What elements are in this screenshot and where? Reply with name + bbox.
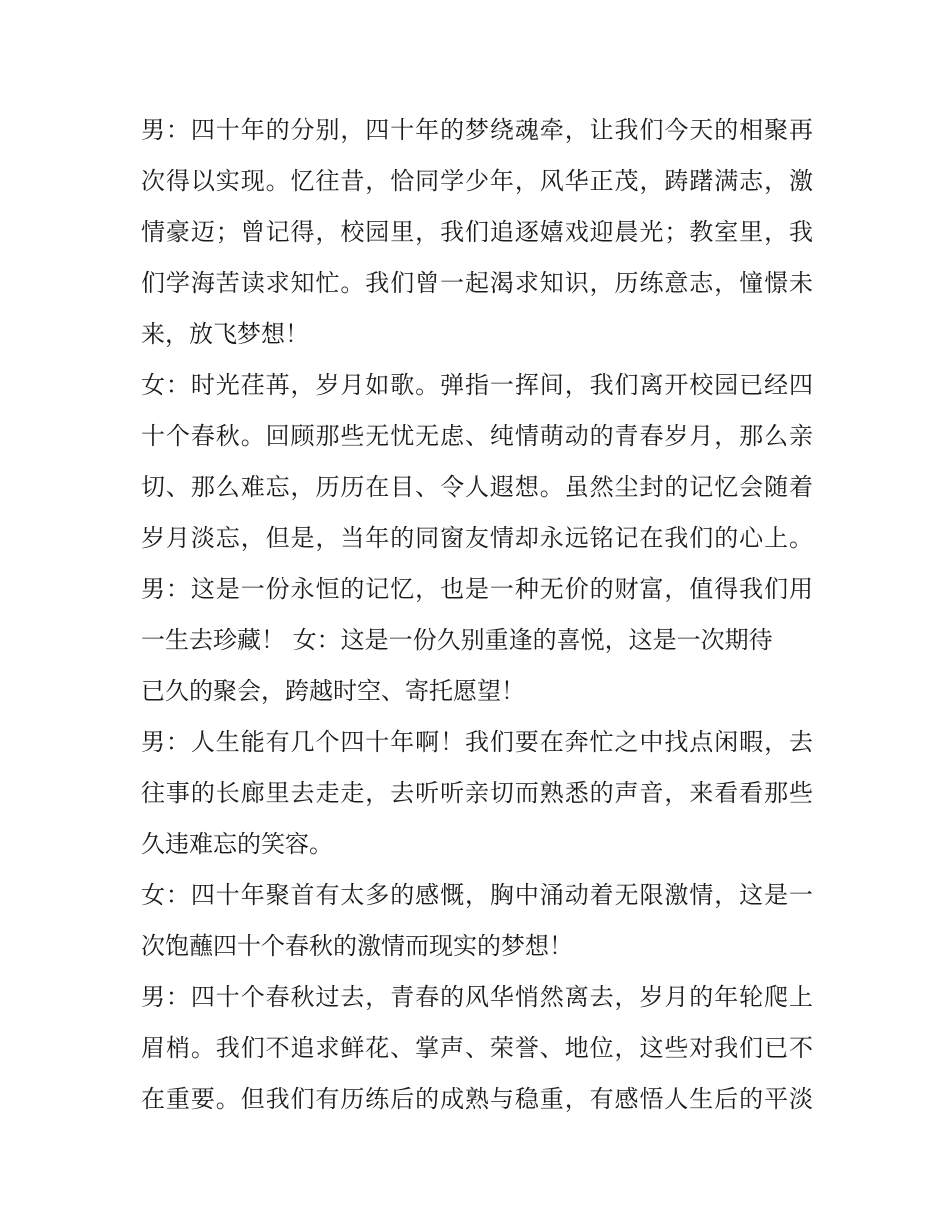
text-line: 一生去珍藏！ 女：这是一份久别重逢的喜悦，这是一次期待 bbox=[141, 626, 773, 654]
text-line: 来，放飞梦想！ bbox=[141, 320, 309, 348]
text-line: 切、那么难忘，历历在目、令人遐想。虽然尘封的记忆会随着 bbox=[141, 473, 813, 501]
text-line: 次得以实现。忆往昔，恰同学少年，风华正茂，踌躇满志，激 bbox=[141, 167, 813, 195]
text-line: 男：人生能有几个四十年啊！我们要在奔忙之中找点闲暇，去 bbox=[141, 728, 813, 756]
text-line: 岁月淡忘，但是，当年的同窗友情却永远铭记在我们的心上。 bbox=[141, 524, 813, 552]
text-line: 男：四十个春秋过去，青春的风华悄然离去，岁月的年轮爬上 bbox=[141, 983, 813, 1011]
text-line: 在重要。但我们有历练后的成熟与稳重，有感悟人生后的平淡 bbox=[141, 1085, 813, 1113]
text-line: 次饱蘸四十个春秋的激情而现实的梦想！ bbox=[141, 932, 573, 960]
text-line: 往事的长廊里去走走，去听听亲切而熟悉的声音，来看看那些 bbox=[141, 779, 813, 807]
text-line: 情豪迈；曾记得，校园里，我们追逐嬉戏迎晨光；教室里，我 bbox=[141, 218, 813, 246]
text-line: 女：四十年聚首有太多的感慨，胸中涌动着无限激情，这是一 bbox=[141, 881, 813, 909]
text-line: 十个春秋。回顾那些无忧无虑、纯情萌动的青春岁月，那么亲 bbox=[141, 422, 813, 450]
document-body bbox=[141, 105, 813, 1125]
text-line: 男：这是一份永恒的记忆，也是一种无价的财富，值得我们用 bbox=[141, 575, 813, 603]
text-line: 眉梢。我们不追求鲜花、掌声、荣誉、地位，这些对我们已不 bbox=[141, 1034, 813, 1062]
text-line: 们学海苦读求知忙。我们曾一起渴求知识，历练意志，憧憬未 bbox=[141, 269, 813, 297]
text-line: 男：四十年的分别，四十年的梦绕魂牵，让我们今天的相聚再 bbox=[141, 116, 813, 144]
text-line: 女：时光荏苒，岁月如歌。弹指一挥间，我们离开校园已经四 bbox=[141, 371, 813, 399]
text-line: 久违难忘的笑容。 bbox=[141, 830, 333, 858]
text-line: 已久的聚会，跨越时空、寄托愿望！ bbox=[141, 677, 525, 705]
